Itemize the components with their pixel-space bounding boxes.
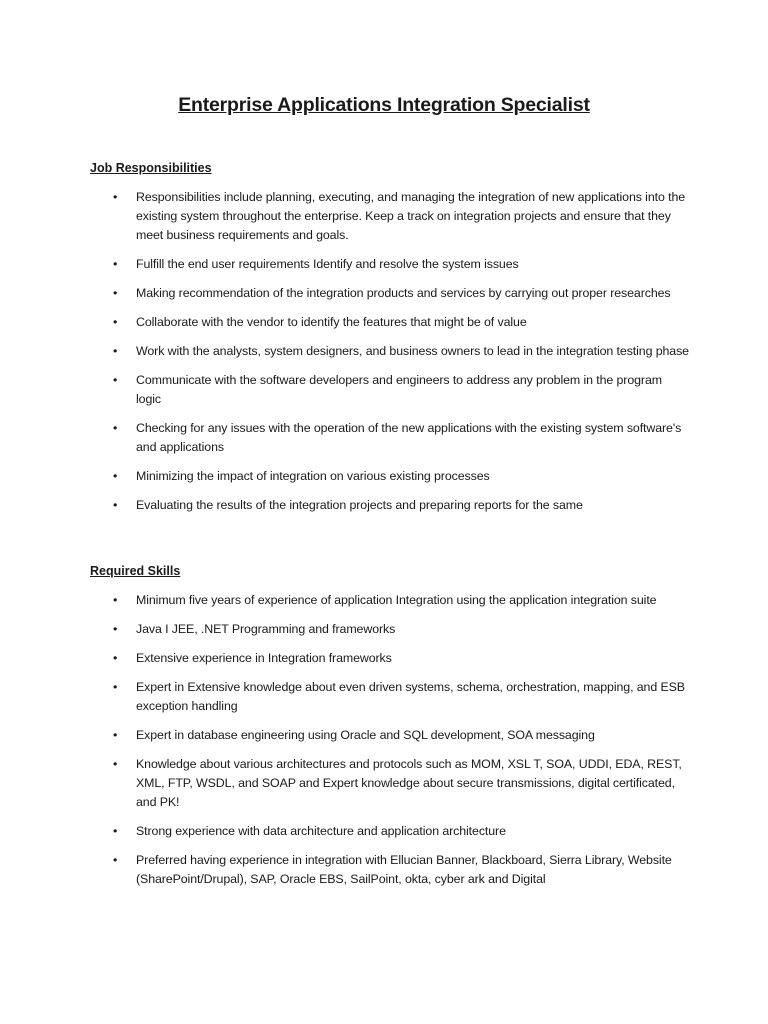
list-item: • Extensive experience in Integration frameworks	[90, 649, 690, 668]
list-item: • Knowledge about various architectures and protocols such as MOM, XSL T, SOA, UDDI, EDA, REST, XML, FTP, WSDL, and SOAP and Expert knowledge about secure transmissions, digital certificated, and PK!	[113, 757, 682, 809]
list-item: • Minimum five years of experience of application Integration using the application integration suite	[90, 591, 690, 610]
bullet-icon: •	[113, 190, 118, 204]
bullet-icon: •	[113, 469, 118, 483]
bullet-icon: •	[113, 315, 118, 329]
bullet-icon: •	[113, 498, 118, 512]
list-item: • Work with the analysts, system designers, and business owners to lead in the integration testing phase	[90, 342, 690, 361]
bullet-icon: •	[113, 344, 118, 358]
bullet-icon: •	[113, 257, 118, 271]
bullet-icon: •	[113, 757, 118, 771]
required-skills-list	[90, 591, 690, 899]
bullet-icon: •	[113, 593, 118, 607]
list-item: • Responsibilities include planning, executing, and managing the integration of new applications into the existing system throughout the enterprise. Keep a track on integration projects and ensure that they meet business requirements and goals.	[113, 190, 686, 242]
job-responsibilities-list	[90, 188, 690, 525]
list-item: • Preferred having experience in integration with Ellucian Banner, Blackboard, Sierra Library, Website (SharePoint/Drupal), SAP, Oracle EBS, SailPoint, okta, cyber ark and Digital	[113, 853, 672, 886]
list-item: • Expert in database engineering using Oracle and SQL development, SOA messaging	[90, 726, 690, 745]
bullet-icon: •	[113, 853, 118, 867]
bullet-icon: •	[113, 286, 118, 300]
section-heading-required-skills: Required Skills	[90, 564, 181, 578]
list-item: • Evaluating the results of the integration projects and preparing reports for the same	[90, 496, 690, 515]
list-item: • Java I JEE, .NET Programming and frameworks	[90, 620, 690, 639]
bullet-icon: •	[113, 680, 118, 694]
list-item: • Minimizing the impact of integration on various existing processes	[90, 467, 690, 486]
list-item: • Communicate with the software developers and engineers to address any problem in the program logic	[113, 373, 662, 406]
list-item: • Making recommendation of the integration products and services by carrying out proper researches	[90, 284, 690, 303]
bullet-icon: •	[113, 421, 118, 435]
list-item: • Strong experience with data architecture and application architecture	[90, 822, 690, 841]
bullet-icon: •	[113, 622, 118, 636]
list-item: • Expert in Extensive knowledge about even driven systems, schema, orchestration, mapping, and ESB exception handling	[113, 680, 685, 713]
list-item: • Collaborate with the vendor to identify the features that might be of value	[90, 313, 690, 332]
bullet-icon: •	[113, 728, 118, 742]
bullet-icon: •	[113, 373, 118, 387]
bullet-icon: •	[113, 651, 118, 665]
section-heading-job-responsibilities: Job Responsibilities	[90, 161, 212, 175]
list-item: • Fulfill the end user requirements Identify and resolve the system issues	[90, 255, 690, 274]
document-title: Enterprise Applications Integration Specialist	[178, 94, 590, 116]
list-item: • Checking for any issues with the operation of the new applications with the existing system software's and applications	[113, 421, 682, 454]
bullet-icon: •	[113, 824, 118, 838]
